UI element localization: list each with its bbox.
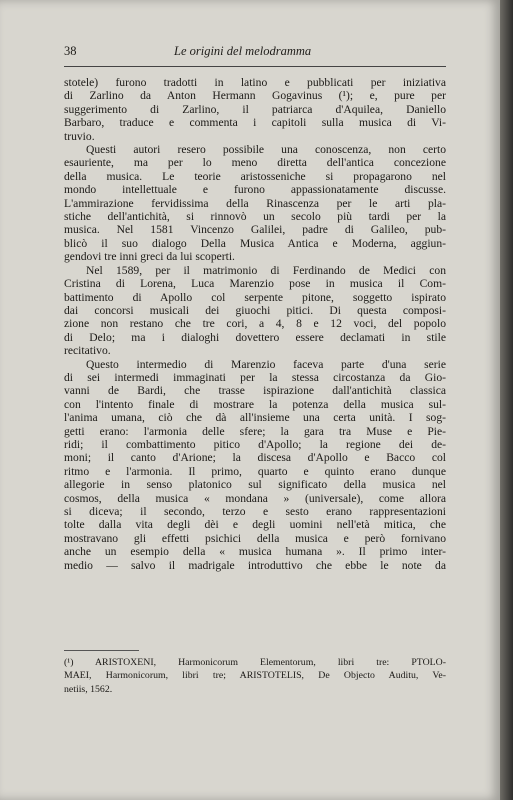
text-line: esauriente, ma per lo meno diretta dell'antica concezione [64, 156, 446, 170]
text-line: di Delo; ma i dialoghi dovettero essere declamati in stile [64, 330, 446, 344]
text-line: ritmo e l'armonia. Il primo, quarto e quinto erano dunque [64, 464, 446, 478]
text-line: cosmos, della musica « mondana » (universale), come allora [64, 491, 446, 505]
text-line: si diceva; il secondo, terzo e sesto erano rappresentazioni [64, 505, 446, 518]
text-line: gendovi tre inni greci da lui scoperti. [64, 250, 235, 264]
text-line: vanni de Bardi, che trasse ispirazione dall'antichità classica [64, 384, 446, 398]
text-line: anche un esempio della « musica humana ». Il primo inter- [64, 545, 446, 559]
text-line: Cristina di Lorena, Luca Marenzio pose in musica il Com- [64, 277, 446, 291]
paragraph-2 [64, 143, 446, 264]
text-line: L'ammirazione fervidissima della Rinascenza per le arti pla- [64, 196, 446, 210]
text-line: mondo intellettuale e furono appassionatamente discusse. [64, 183, 446, 197]
text-line: Questo intermedio di Marenzio faceva parte d'una serie [86, 357, 446, 371]
page-edge-shadow [500, 0, 513, 800]
text-line: della musica. Le teorie aristosseniche si propagarono nel [64, 169, 446, 183]
text-line: medio — salvo il madrigale introduttivo che ebbe le note da [64, 558, 446, 572]
text-line: allegorie in senso platonico sul significato della musica nel [64, 478, 446, 492]
footnote-line: MAEI, Harmonicorum, libri tre; ARISTOTELIS, De Objecto Auditu, Ve- [64, 670, 446, 682]
text-line: stotele) furono tradotti in latino e pubblicati per iniziativa [64, 76, 446, 89]
text-line: moni; il canto d'Arione; la discesa d'Apollo e Bacco col [64, 451, 446, 465]
footnote-line: netiis, 1562. [64, 683, 113, 695]
text-line: blicò il suo dialogo Della Musica Antica e Moderna, aggiun- [64, 236, 446, 250]
text-line: di sei intermedi immaginati per la stessa circostanza da Gio- [64, 370, 446, 384]
text-line: stiche dell'antichità, si rinnovò un secolo più tardi per la [64, 210, 446, 224]
text-line: l'anima umana, ciò che dà all'insieme una certa unità. I sog- [64, 411, 446, 425]
text-line: tolte dalla vita degli dèi e degli uomini nell'età mitica, che [64, 518, 446, 532]
footnote-line: (¹) ARISTOXENI, Harmonicorum Elementorum, libri tre: PTOLO- [64, 657, 446, 668]
footnote [64, 656, 446, 696]
text-line: suggerimento di Zarlino, il patriarca d'Aquilea, Daniello [64, 102, 446, 116]
text-line: Questi autori resero possibile una conoscenza, non certo [86, 143, 446, 157]
text-line: getti erano: l'armonia delle sfere; la gara tra Muse e Pie- [64, 424, 446, 438]
text-line: dai concorsi musicali dei giuochi pitici. Di questa composi- [64, 303, 446, 317]
text-line: recitativo. [64, 344, 111, 358]
paragraph-3 [64, 264, 446, 358]
text-line: Nel 1589, per il matrimonio di Ferdinando de Medici con [86, 263, 446, 277]
text-line: truvio. [64, 129, 95, 143]
paragraph-4 [64, 358, 446, 573]
paragraph-1 [64, 76, 446, 143]
body-text [64, 76, 446, 572]
text-line: zione non restano che tre cori, a 4, 8 e 12 voci, del popolo [64, 317, 446, 331]
text-line: ridi; il combattimento pitico d'Apollo; la regione dei de- [64, 437, 446, 451]
page-number: 38 [64, 44, 77, 58]
text-line: mostravano gli effetti psichici della musica e però fornivano [64, 531, 446, 545]
footnote-rule [64, 650, 139, 651]
text-line: musica. Nel 1581 Vincenzo Galilei, padre di Galileo, pub- [64, 223, 446, 237]
text-line: battimento di Apollo col serpente pitone, soggetto ispirato [64, 290, 446, 304]
header-rule [64, 66, 446, 67]
text-line: di Zarlino da Anton Hermann Gogavinus (¹); e, pure per [64, 89, 446, 103]
text-line: Barbaro, traduce e commenta i capitoli sulla musica di Vi- [64, 116, 446, 130]
text-line: con l'intento finale di mostrare la potenza della musica sul- [64, 397, 446, 411]
running-title: Le origini del melodramma [174, 44, 312, 58]
page-header [64, 44, 448, 62]
